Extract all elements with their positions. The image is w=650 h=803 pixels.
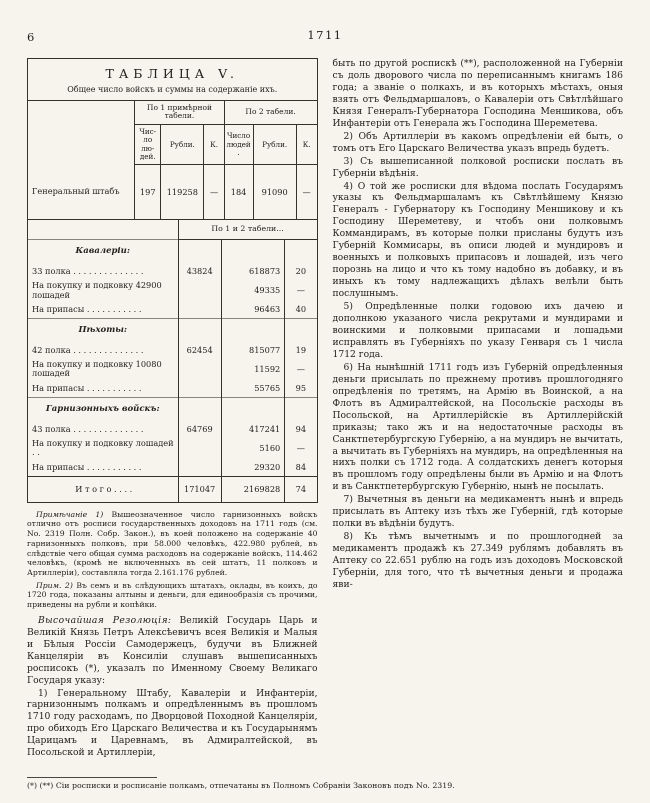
table-title: ТАБЛИЦА V.: [105, 66, 239, 81]
footnote-rule: [27, 777, 157, 778]
combined-tables-header: По 1 и 2 табели...: [178, 220, 316, 240]
row-label: Генеральный штабъ: [32, 186, 120, 197]
column-group-2-header: По 2 табели.: [224, 101, 316, 125]
table-row: На покупку и подковку 10080 лошадей 11592 —: [28, 359, 317, 380]
royal-resolution-lead: Высочайшая Резолюція:: [38, 614, 172, 626]
decree-item-1-continuation: быть по другой роспискѣ (**), расположенной на Губерніи съ доль дворового числа по переписаннымъ книгамъ 186 года; а званіе о полкахъ, и въ которыхъ мѣстахъ, оныя взять отъ Фельдмаршаловъ, о Кавалеріи отъ Свѣтлѣйшаго Князя Генералъ-Губернатора Господина Меншикова, объ Инфантеріи отъ Генерала жъ Господина Шереметева.: [332, 58, 623, 129]
footnote-1-text: Вышеозначенное число гарнизонныхъ войскъ отлично отъ росписи государственныхъ доходовъ на 1711 годъ (см. No. 2319 Полн. Собр. Закон.), въ коей положено на содержаніе 40 гарнизонныхъ полковъ, при 58.000 человѣкъ, 422.980 рублей, въ слѣдствіе чего общая сумма расходовъ на содержаніе войскъ, 114.462 человѣкъ, (кромѣ не включенныхъ въ сей штатъ, 11 полковъ и Артиллеріи), составляла тогда 2.161.176 рублей.: [27, 509, 318, 577]
table-row: На покупку и подковку 42900 лошадей 49335 —: [28, 280, 317, 301]
cell-kopecks-2: —: [296, 165, 316, 220]
cell-rubles-1: 119258: [161, 165, 204, 220]
combined-header-spacer: [28, 220, 178, 240]
decree-item-8: 8) Къ тѣмъ вычетнымъ и по прошлогодней за медикаментъ продажѣ къ 27.349 рублямъ добавлять въ Аптеку со 22.651 рублю на годъ изъ доходовъ Московской Губерніи, для того, что тѣ вычетныя деньги и продажа яви-: [332, 531, 623, 590]
table-row: На припасы . . . . . . . . . . . 29320 84: [28, 459, 317, 477]
table-corner-cell: [28, 101, 135, 165]
decree-item-4: 4) О той же росписки для вѣдома послать Государямъ указы къ Фельдмаршаламъ къ Свѣтлѣйшему Князю Генералъ - Губернатору къ Господину Меншикову и къ Господину Шереметеву, и чтобъ они полковымъ Коммандирамъ, въ которые полки присланы будутъ изъ Губерній Коммисары, въ описи людей и мундировъ и военныхъ и полковыхъ припасовъ и лошадей, изъ чего порознь на лицо и что къ тому надобно въ добавку, и въ иныхъ къ тому надлежащихъ дѣлахъ велѣли быть послушнымъ.: [332, 180, 623, 300]
right-column: [333, 58, 624, 760]
footnote-2-text: Въ семъ и въ слѣдующихъ штатахъ, оклады, въ коихъ, до 1720 года, показаны алтыны и деньги, для единообразія съ прочими, приведены на рубли и копѣйки.: [27, 580, 318, 610]
section-heading-cavalry: Кавалеріи:: [28, 240, 317, 264]
cell-kopecks-1: —: [204, 165, 224, 220]
royal-resolution-text: Великій Государь Царь и Великій Князь Петръ Алексѣевичъ всея Великія и Малыя и Бѣлыя Россіи Самодержецъ, будучи въ Ближней Канцеляріи въ Консиліи слушавъ вышеписанныхъ росписокъ (*), указалъ по Именному Своему Великаго Государя указу:: [27, 614, 318, 686]
decree-item-2: 2) Объ Артиллеріи въ какомъ опредѣленіи ей быть, о томъ отъ Его Царскаго Величества указъ впредь будетъ.: [332, 130, 623, 154]
table-row: 33 полка . . . . . . . . . . . . . . 43824 618873 20: [28, 263, 317, 280]
table-total-row: И т о г о . . . . 171047 2169828 74: [28, 476, 317, 502]
table-row-general-staff: [28, 165, 317, 220]
table-row: 42 полка . . . . . . . . . . . . . . 62454 815077 19: [28, 342, 317, 359]
table-upper-section: [28, 101, 317, 220]
left-column: [27, 58, 318, 760]
table-lower-section: [28, 220, 317, 502]
subheader-people-1: Чис- ло лю- дей.: [135, 125, 161, 165]
decree-item-3: 3) Съ вышеписанной полковой росписки послать въ Губерніи вѣдѣнія.: [332, 155, 623, 179]
table-row: 43 полка . . . . . . . . . . . . . . 64769 417241 94: [28, 421, 317, 438]
decree-item-1: 1) Генеральному Штабу, Кавалеріи и Инфантеріи, гарнизоннымъ полкамъ и опредѣленнымъ въ прошломъ 1710 году расходамъ, по Дворцовой Походной Канцеляріи, про обиходъ Его Царскаго Величества и къ Государынямъ Царицамъ и Царевнамъ, въ Адмиралтейской, въ Посольской и Артиллеріи,: [27, 687, 318, 759]
decree-item-7: 7) Вычетныя въ деньги на медикаментъ нынѣ и впредь присылать въ Аптеку изъ тѣхъ же Губерній, гдѣ которые полки въ вѣдѣніи будутъ.: [332, 494, 623, 530]
subheader-rubles-1: Рубли.: [161, 125, 204, 165]
footnote-2: [27, 581, 318, 610]
decree-item-5: 5) Опредѣленные полки годовою ихъ дачею и дополнкою указаного числа рекрутами и мундирами и воинскими и полковыми припасами и лошадьми исправлять въ Губерніяхъ по указу Генваря съ 1 числа 1712 года.: [332, 301, 623, 360]
column-group-1-header: По 1 примѣрной табели.: [135, 101, 224, 125]
table-row: На припасы . . . . . . . . . . . 55765 95: [28, 380, 317, 398]
page-footnote: [27, 777, 623, 790]
section-heading-garrison: Гарнизонныхъ войскъ:: [28, 397, 317, 421]
cell-people-2: 184: [224, 165, 253, 220]
table-row: На покупку и подковку лошадей . . 5160 —: [28, 438, 317, 459]
two-column-body: [27, 58, 623, 760]
table-row: На припасы . . . . . . . . . . . 96463 40: [28, 301, 317, 319]
cell-people-1: 197: [135, 165, 161, 220]
page-number: 6: [27, 30, 35, 44]
running-head-year: 1711: [307, 28, 343, 42]
footnote-1-lead: Примѣчаніе 1): [36, 509, 104, 519]
troops-table: [27, 58, 318, 503]
subheader-rubles-2: Рубли.: [253, 125, 296, 165]
royal-resolution-paragraph: [27, 615, 318, 687]
footnote-1: [27, 510, 318, 578]
footnote-2-lead: Прим. 2): [36, 580, 73, 590]
decree-item-6: 6) На нынѣшній 1711 годъ изъ Губерній опредѣленныя деньги присылать по прежнему противъ прошлогодняго опредѣленія по третямъ, на Армію въ Воинской, а на Флотъ въ Адмиралтейской, на Посольскіе расходы въ Посольской, на Артиллерійскіе въ Артиллерійскій приказы; тако жъ и на недостаточные расходы въ Санктпетербургскую Губернію, а на мундиръ не вычитать, а вычитать въ Губерніяхъ на мундиръ, на опредѣленныя на нихъ полки съ 1712 года. А солдатскихъ денегъ которыя въ прошломъ году опредѣлены были въ Армію и на Флотъ и въ Санктпетербургскую Губернію, нынѣ не посылать.: [332, 361, 623, 493]
subheader-people-2: Число людей.: [224, 125, 253, 165]
subheader-kopecks-2: К.: [296, 125, 316, 165]
table-subtitle: Общее число войскъ и суммы на содержаніе ихъ.: [28, 85, 317, 101]
page-footnote-text: (*) (**) Сіи росписки и росписаніе полкамъ, отпечатаны въ Полномъ Собраніи Законовъ подъ No. 2319.: [27, 780, 455, 790]
cell-rubles-2: 91090: [253, 165, 296, 220]
subheader-kopecks-1: К.: [204, 125, 224, 165]
section-heading-infantry: Пѣхоты:: [28, 319, 317, 343]
